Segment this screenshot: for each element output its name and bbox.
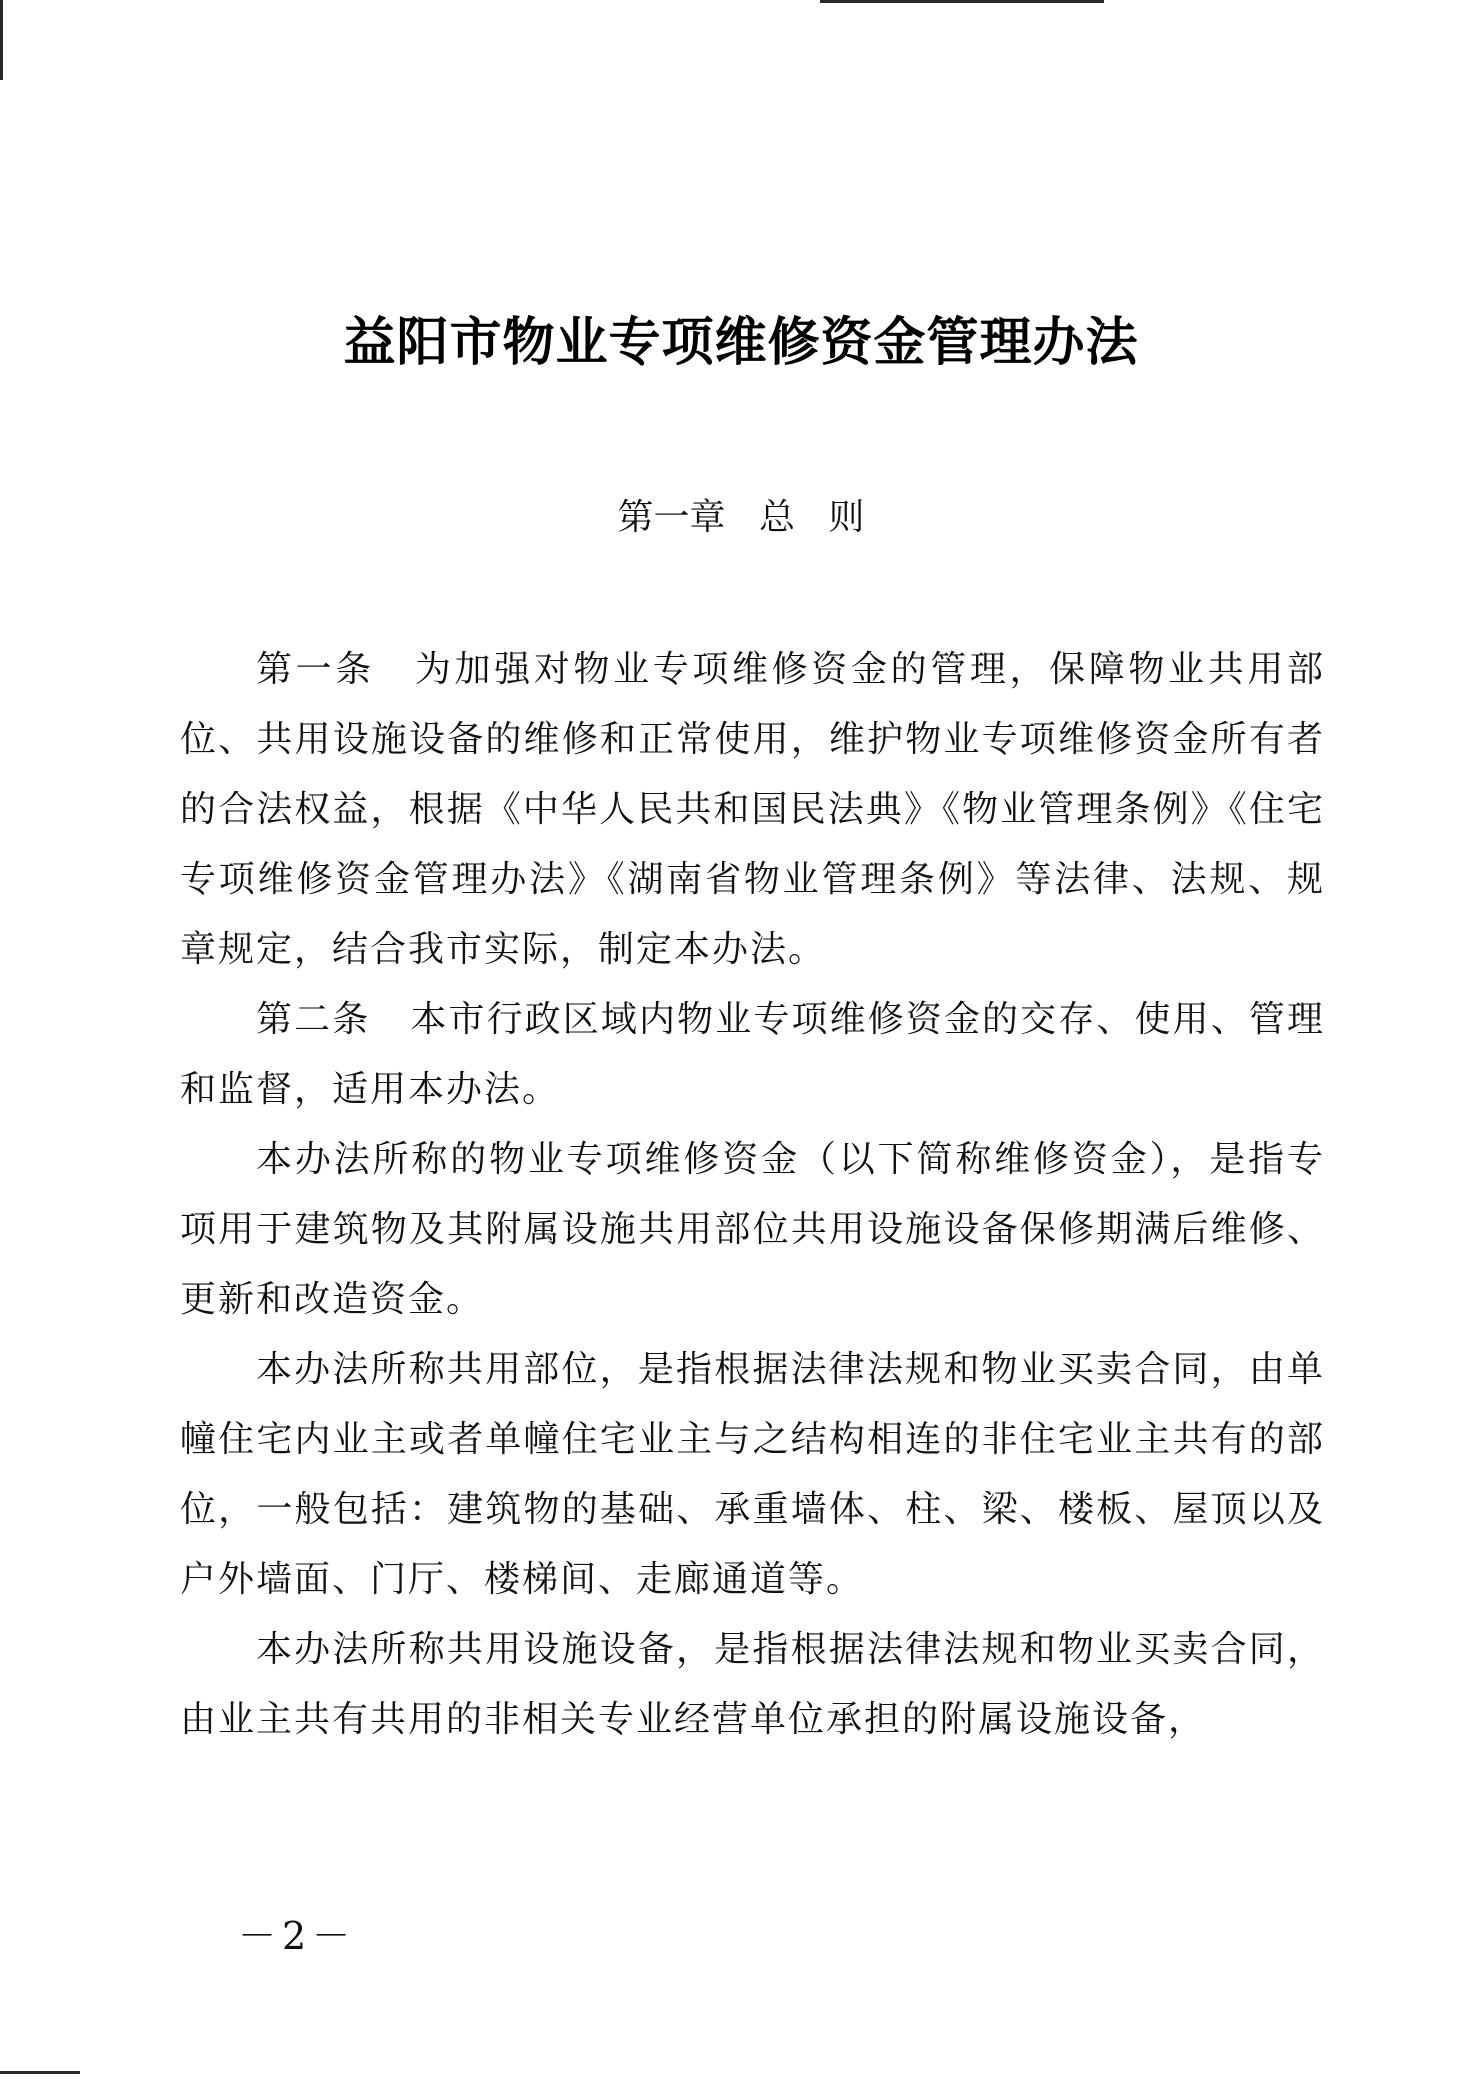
chapter-heading: 第一章 总 则 (617, 497, 865, 538)
page-number: －2－ (238, 1914, 357, 1958)
scan-edge-bottom (0, 2071, 80, 2074)
article-text: 为加强对物业专项维修资金的管理，保障物业共用部位、共用设施设备的维修和正常使用，维护物业专项维修资金所有者的合法权益，根据《中华人民共和国民法典》《物业管理条例》《住宅专项维修资金管理办法》《湖南省物业管理条例》等法律、法规、规章规定，结合我市实际，制定本办法。 (180, 649, 1325, 970)
definition-common-parts-paragraph: 本办法所称共用部位，是指根据法律法规和物业买卖合同，由单幢住宅内业主或者单幢住宅业主与之结构相连的非住宅业主共有的部位，一般包括：建筑物的基础、承重墙体、柱、梁、楼板、屋顶以及户外墙面、门厅、楼梯间、走廊通道等。 (180, 1349, 1325, 1600)
article-text: 本市行政区域内物业专项维修资金的交存、使用、管理和监督，适用本办法。 (180, 999, 1325, 1110)
article-number: 第一条 (256, 649, 375, 690)
scan-edge-top (820, 0, 1104, 3)
document-body (180, 635, 1325, 1755)
scan-edge-left (0, 0, 3, 80)
article-1-paragraph (180, 635, 1325, 985)
document-title: 益阳市物业专项维修资金管理办法 (343, 313, 1139, 373)
article-2-paragraph (180, 985, 1325, 1125)
article-number: 第二条 (256, 999, 371, 1040)
definition-maintenance-fund-paragraph: 本办法所称的物业专项维修资金（以下简称维修资金），是指专项用于建筑物及其附属设施共用部位共用设施设备保修期满后维修、更新和改造资金。 (180, 1139, 1325, 1320)
definition-common-facilities-paragraph: 本办法所称共用设施设备，是指根据法律法规和物业买卖合同，由业主共有共用的非相关专业经营单位承担的附属设施设备， (180, 1629, 1325, 1740)
